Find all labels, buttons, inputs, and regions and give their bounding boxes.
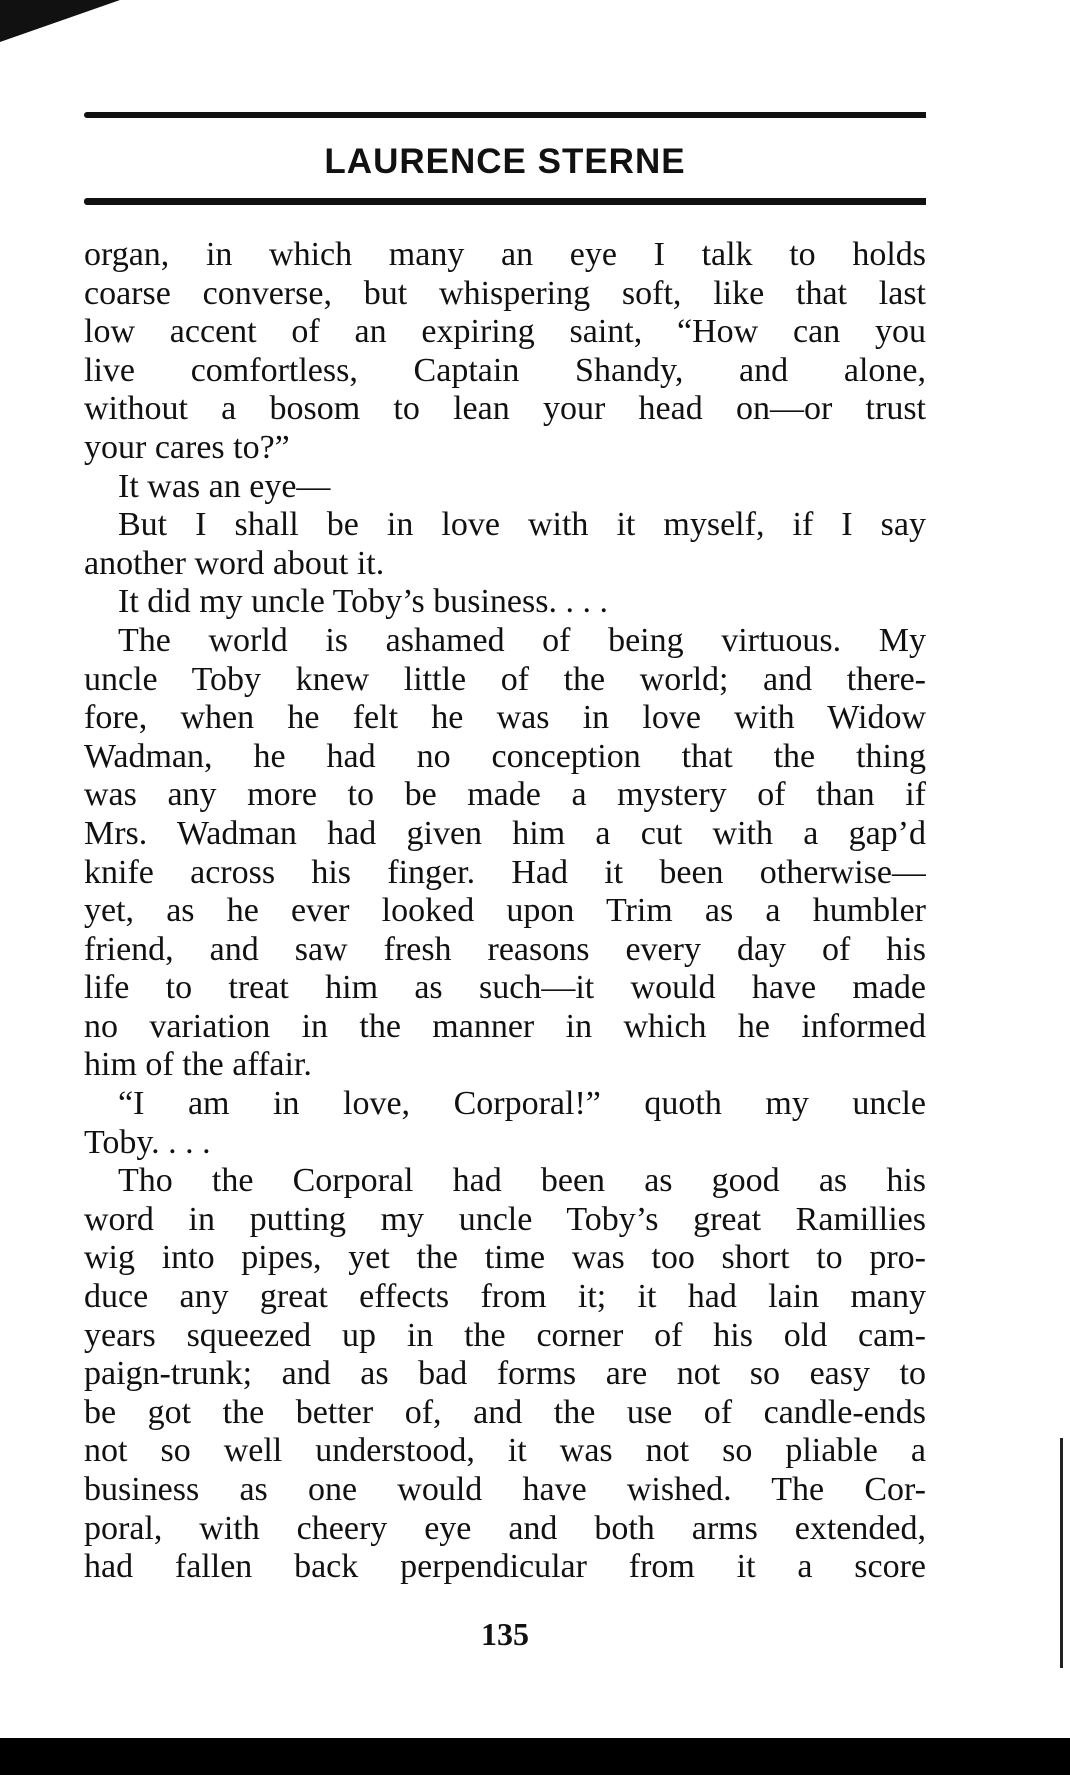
text-line: life to treat him as such—it would have made: [84, 969, 926, 1007]
text-line: organ, in which many an eye I talk to holds: [84, 236, 926, 273]
header-rule-bottom: [84, 198, 926, 205]
text-line: no variation in the manner in which he informed: [84, 1007, 926, 1045]
text-line: Wadman, he had no conception that the thing: [84, 737, 926, 775]
text-line: live comfortless, Captain Shandy, and alone,: [84, 351, 926, 389]
text-line: paign-trunk; and as bad forms are not so easy to: [84, 1355, 926, 1393]
text-line: fore, when he felt he was in love with Widow: [84, 699, 926, 737]
page-body: [84, 236, 926, 1587]
page-number: 135: [481, 1616, 529, 1652]
text-line: It was an eye—: [118, 467, 331, 505]
text-line: low accent of an expiring saint, “How can you: [84, 313, 926, 351]
text-line: years squeezed up in the corner of his old cam-: [84, 1316, 926, 1354]
text-line: Mrs. Wadman had given him a cut with a gap’d: [84, 814, 926, 852]
text-line: had fallen back perpendicular from it a score: [84, 1548, 926, 1586]
text-line: The world is ashamed of being virtuous. My: [118, 621, 926, 659]
text-line: him of the affair.: [84, 1046, 312, 1084]
text-line: duce any great effects from it; it had lain many: [84, 1278, 926, 1316]
text-line: your cares to?”: [84, 428, 290, 466]
edge-scan-mark: [1060, 1438, 1063, 1668]
text-line: But I shall be in love with it myself, if I say: [118, 506, 926, 544]
text-line: poral, with cheery eye and both arms extended,: [84, 1509, 926, 1547]
corner-scan-mark: [0, 0, 120, 42]
text-line: It did my uncle Toby’s business. . . .: [118, 583, 608, 621]
text-line: be got the better of, and the use of candle-ends: [84, 1393, 926, 1431]
text-line: yet, as he ever looked upon Trim as a humbler: [84, 892, 926, 930]
text-line: Toby. . . .: [84, 1123, 211, 1161]
text-line: was any more to be made a mystery of than if: [84, 776, 926, 814]
text-line: business as one would have wished. The Cor-: [84, 1471, 926, 1508]
text-line: knife across his finger. Had it been otherwise—: [84, 853, 926, 891]
bottom-scan-band: [0, 1738, 1070, 1775]
text-line: uncle Toby knew little of the world; and there-: [84, 660, 926, 698]
text-line: “I am in love, Corporal!” quoth my uncle: [118, 1085, 926, 1123]
running-title: LAURENCE STERNE: [324, 142, 686, 181]
header-rule-top: [84, 112, 926, 118]
text-line: wig into pipes, yet the time was too short to pro-: [84, 1239, 926, 1277]
text-line: not so well understood, it was not so pliable a: [84, 1432, 926, 1470]
text-line: without a bosom to lean your head on—or trust: [84, 390, 926, 428]
text-line: Tho the Corporal had been as good as his: [118, 1162, 926, 1200]
text-line: another word about it.: [84, 544, 385, 582]
text-line: friend, and saw fresh reasons every day of his: [84, 930, 926, 968]
text-line: word in putting my uncle Toby’s great Ramillies: [84, 1200, 926, 1238]
text-line: coarse converse, but whispering soft, like that last: [84, 274, 926, 312]
